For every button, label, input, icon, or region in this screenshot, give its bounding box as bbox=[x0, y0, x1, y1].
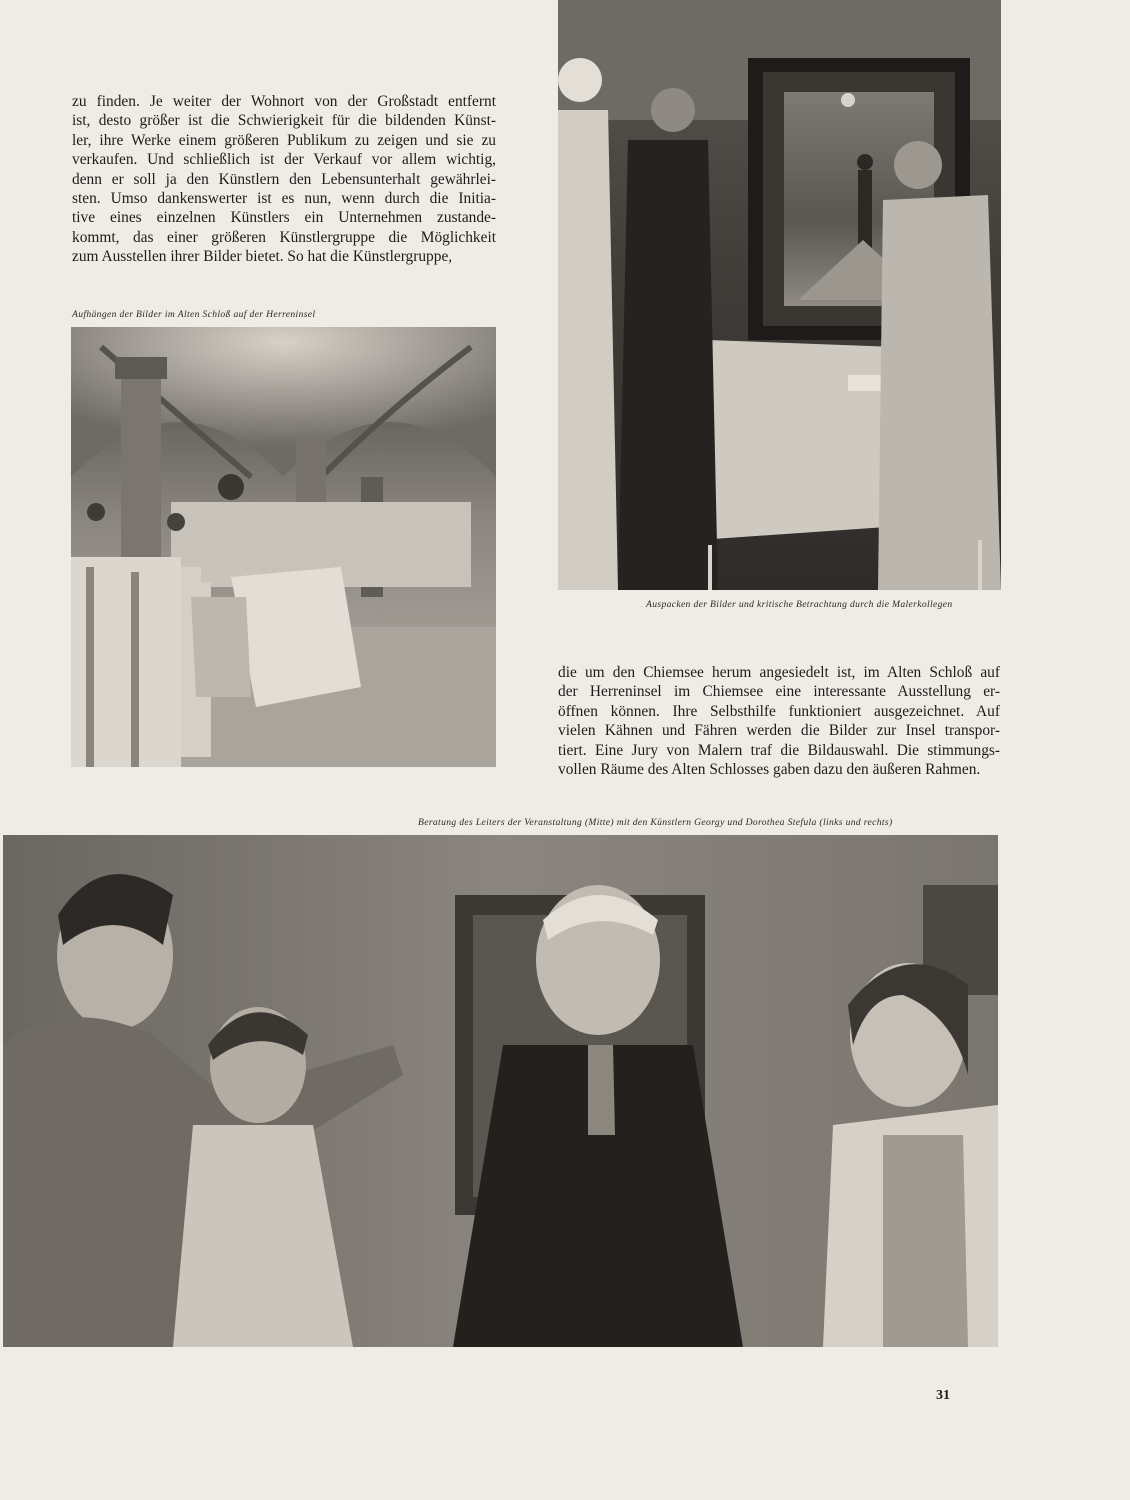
photo-hanging-pictures bbox=[71, 327, 496, 767]
text-line: sten. Umso dankenswerter ist es nun, wenn durch die Initia- bbox=[72, 190, 496, 208]
text-line: verkaufen. Und schließlich ist der Verkauf vor allem wichtig, bbox=[72, 151, 496, 169]
page-number: 31 bbox=[936, 1388, 950, 1403]
text-line: der Herreninsel im Chiemsee eine interessante Ausstellung er- bbox=[558, 683, 1000, 701]
text-line: öffnen können. Ihre Selbsthilfe funktioniert ausgezeichnet. Auf bbox=[558, 702, 1000, 720]
article-text-mid bbox=[558, 663, 1000, 779]
text-line: denn er soll ja den Künstlern den Lebensunterhalt gewährlei- bbox=[72, 170, 496, 188]
caption-unpacking-pictures: Auspacken der Bilder und kritische Betrachtung durch die Malerkollegen bbox=[646, 599, 953, 610]
caption-consultation: Beratung des Leiters der Veranstaltung (Mitte) mit den Künstlern Georgy und Dorothea Stefula (links und rechts) bbox=[418, 817, 893, 828]
text-line: zum Ausstellen ihrer Bilder bietet. So hat die Künstlergruppe, bbox=[72, 248, 453, 266]
text-line: vielen Kähnen und Fähren werden die Bilder zur Insel transpor- bbox=[558, 722, 1000, 740]
text-line: zu finden. Je weiter der Wohnort von der Großstadt entfernt bbox=[72, 93, 496, 110]
text-line: die um den Chiemsee herum angesiedelt ist, im Alten Schloß auf bbox=[558, 664, 1000, 681]
text-line: vollen Räume des Alten Schlosses gaben dazu den äußeren Rahmen. bbox=[558, 761, 981, 779]
text-line: tive eines einzelnen Künstlers ein Unternehmen zustande- bbox=[72, 209, 496, 227]
photo-unpacking-pictures bbox=[558, 0, 1001, 590]
text-line: ist, desto größer ist die Schwierigkeit für die bildenden Künst- bbox=[72, 112, 496, 130]
photo-consultation bbox=[3, 835, 998, 1347]
text-line: ler, ihre Werke einem größeren Publikum zu zeigen und sie zu bbox=[72, 131, 496, 149]
caption-hanging-pictures: Aufhängen der Bilder im Alten Schloß auf der Herreninsel bbox=[72, 309, 316, 320]
text-line: kommt, das einer größeren Künstlergruppe die Möglichkeit bbox=[72, 228, 496, 246]
article-text-top bbox=[72, 92, 496, 267]
text-line: tiert. Eine Jury von Malern traf die Bildauswahl. Die stimmungs- bbox=[558, 741, 1000, 759]
